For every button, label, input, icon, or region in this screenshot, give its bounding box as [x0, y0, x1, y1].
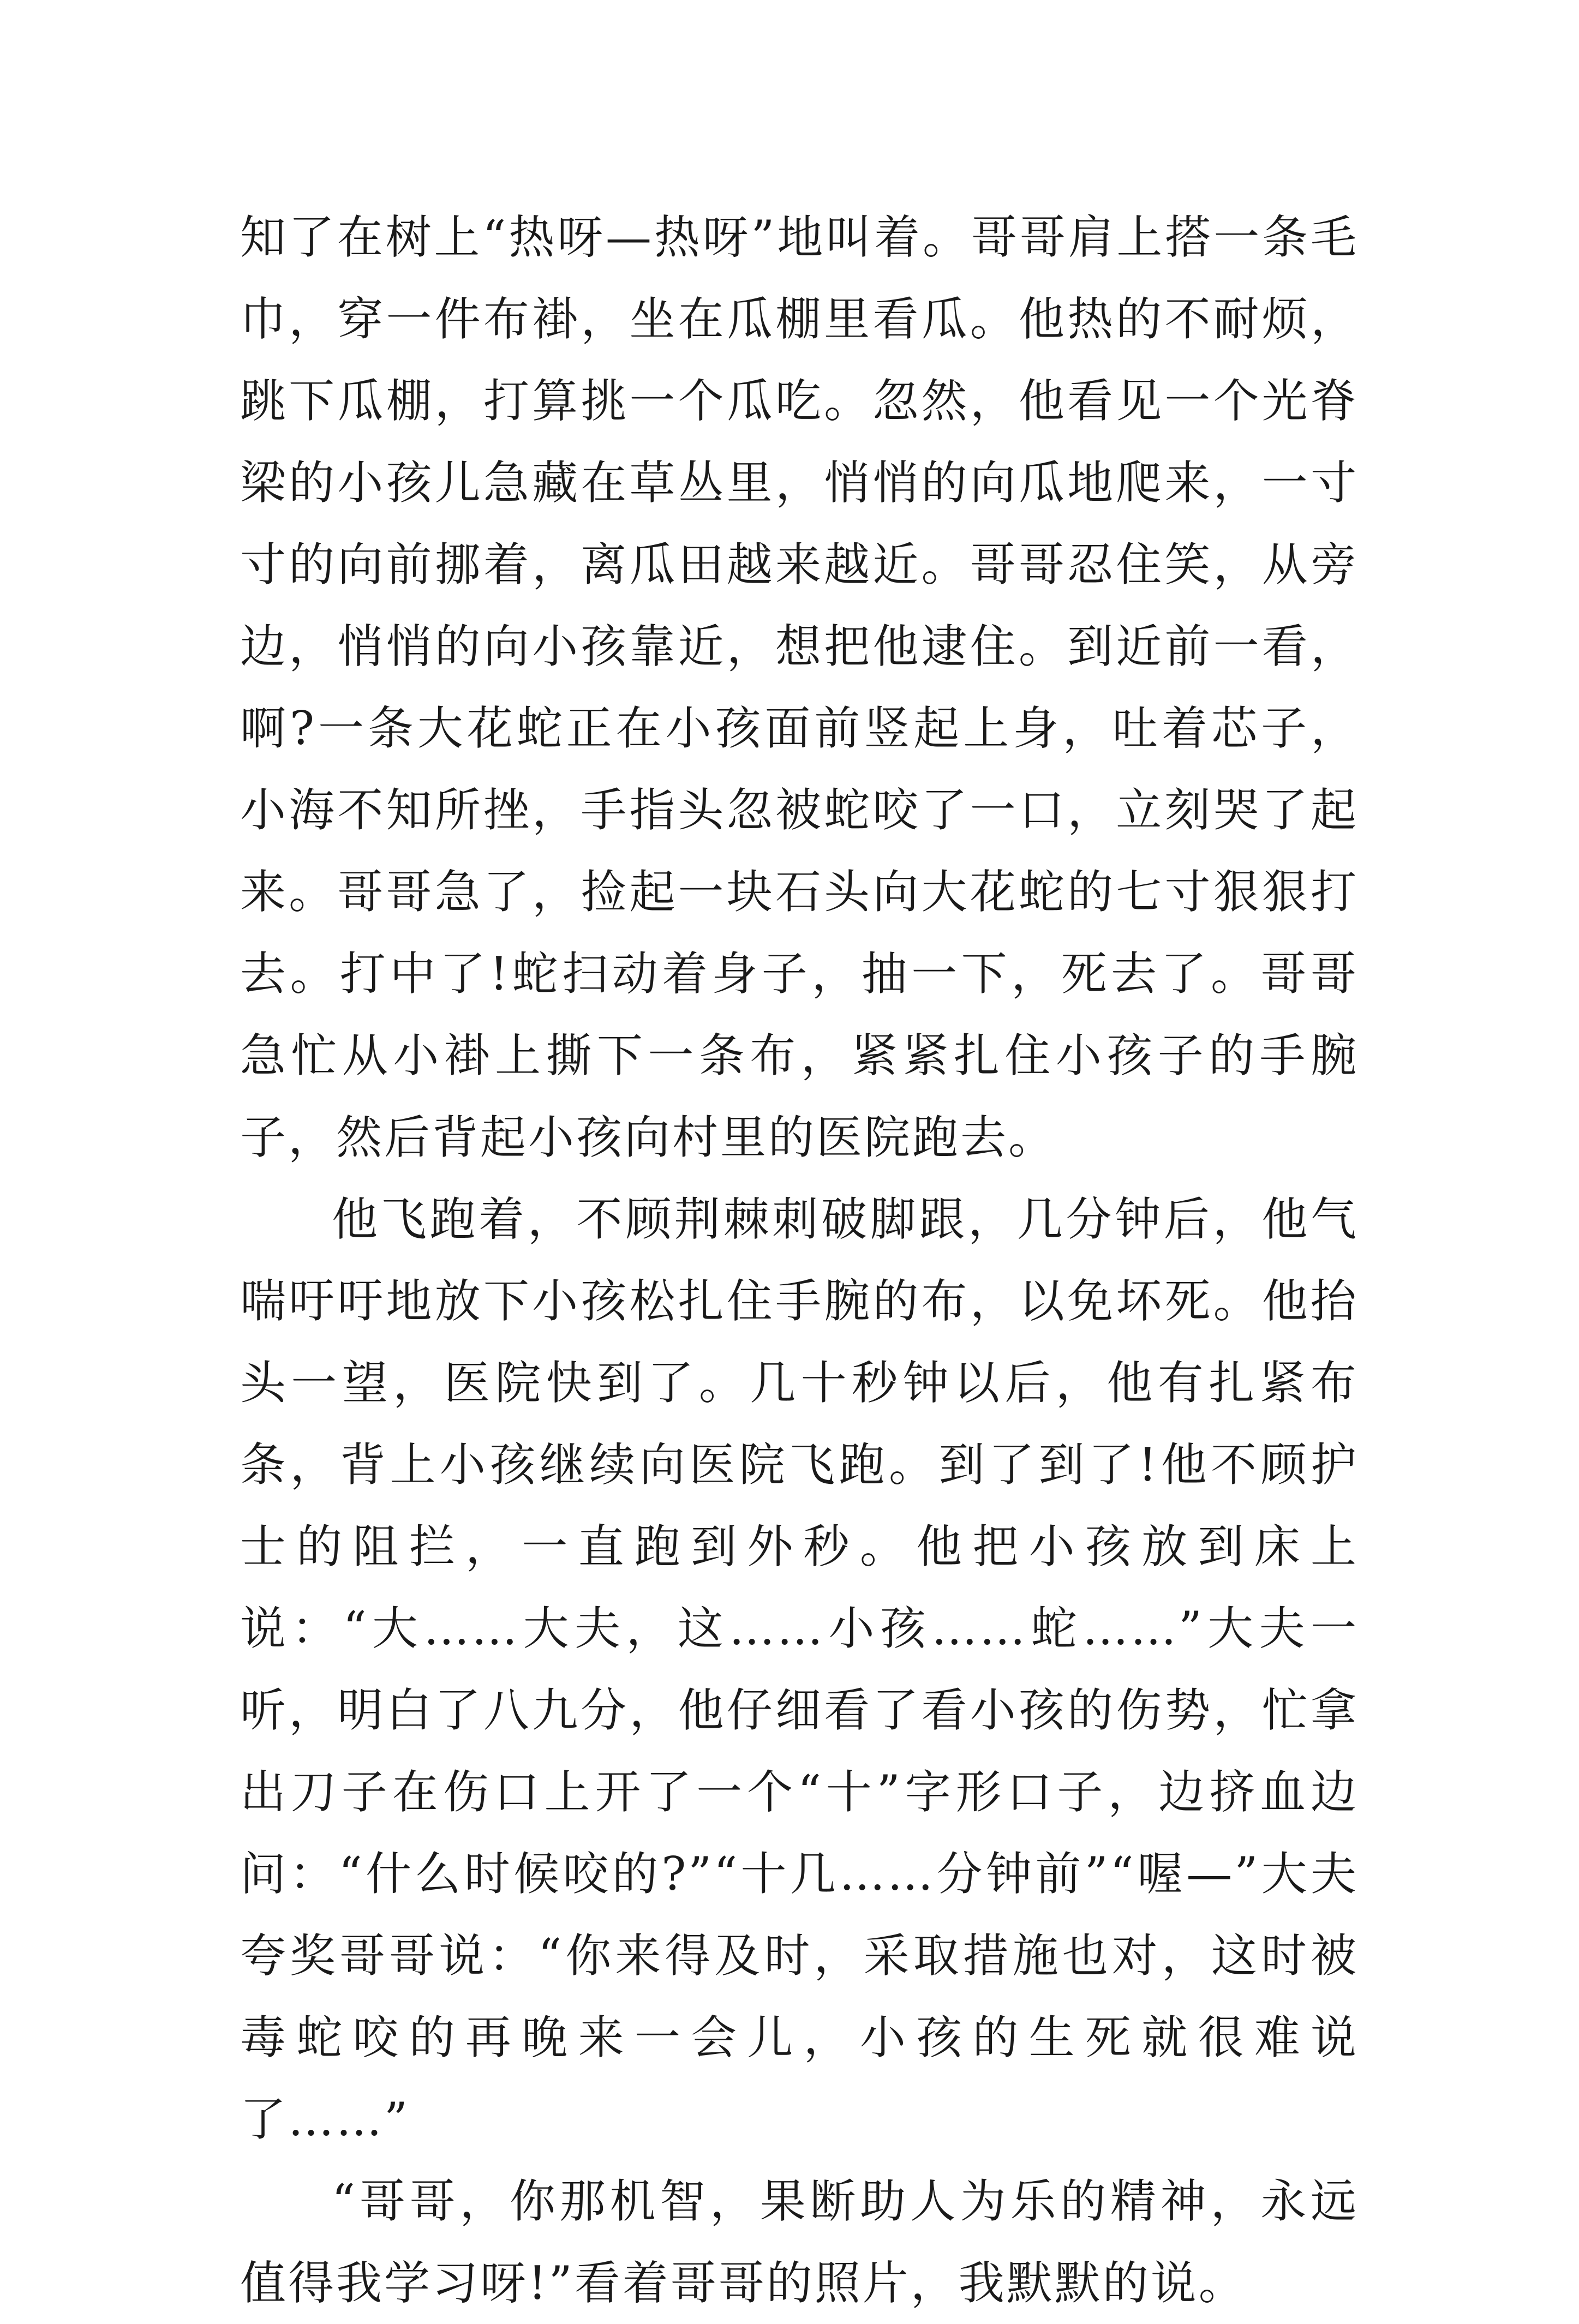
- paragraph-2: 他飞跑着，不顾荆棘刺破脚跟，几分钟后，他气喘吁吁地放下小孩松扎住手腕的布，以免坏死。他抬头一望，医院快到了。几十秒钟以后，他有扎紧布条，背上小孩继续向医院飞跑。到了到了!他不顾护士的阻拦，一直跑到外秒。他把小孩放到床上说：“大……大夫，这……小孩……蛇……”大夫一听，明白了八九分，他仔细看了看小孩的伤势，忙拿出刀子在伤口上开了一个“十”字形口子，边挤血边问：“什么时候咬的?”“十几……分钟前”“喔—”大夫夸奖哥哥说：“你来得及时，采取措施也对，这时被毒蛇咬的再晚来一会儿，小孩的生死就很难说了……”: [240, 1193, 1359, 2146]
- paragraph-3: “哥哥，你那机智，果断助人为乐的精神，永远值得我学习呀!”看着哥哥的照片，我默默的说。: [240, 2175, 1359, 2310]
- body-text: [240, 196, 1359, 2324]
- paragraph-1: 知了在树上“热呀—热呀”地叫着。哥哥肩上搭一条毛巾，穿一件布褂，坐在瓜棚里看瓜。他热的不耐烦，跳下瓜棚，打算挑一个瓜吃。忽然，他看见一个光脊梁的小孩儿急藏在草丛里，悄悄的向瓜地爬来，一寸寸的向前挪着，离瓜田越来越近。哥哥忍住笑，从旁边，悄悄的向小孩靠近，想把他逮住。到近前一看，啊?一条大花蛇正在小孩面前竖起上身，吐着芯子，小海不知所挫，手指头忽被蛇咬了一口，立刻哭了起来。哥哥急了，捡起一块石头向大花蛇的七寸狠狠打去。打中了!蛇扫动着身子，抽一下，死去了。哥哥急忙从小褂上撕下一条布，紧紧扎住小孩子的手腕子，然后背起小孩向村里的医院跑去。: [240, 211, 1359, 1164]
